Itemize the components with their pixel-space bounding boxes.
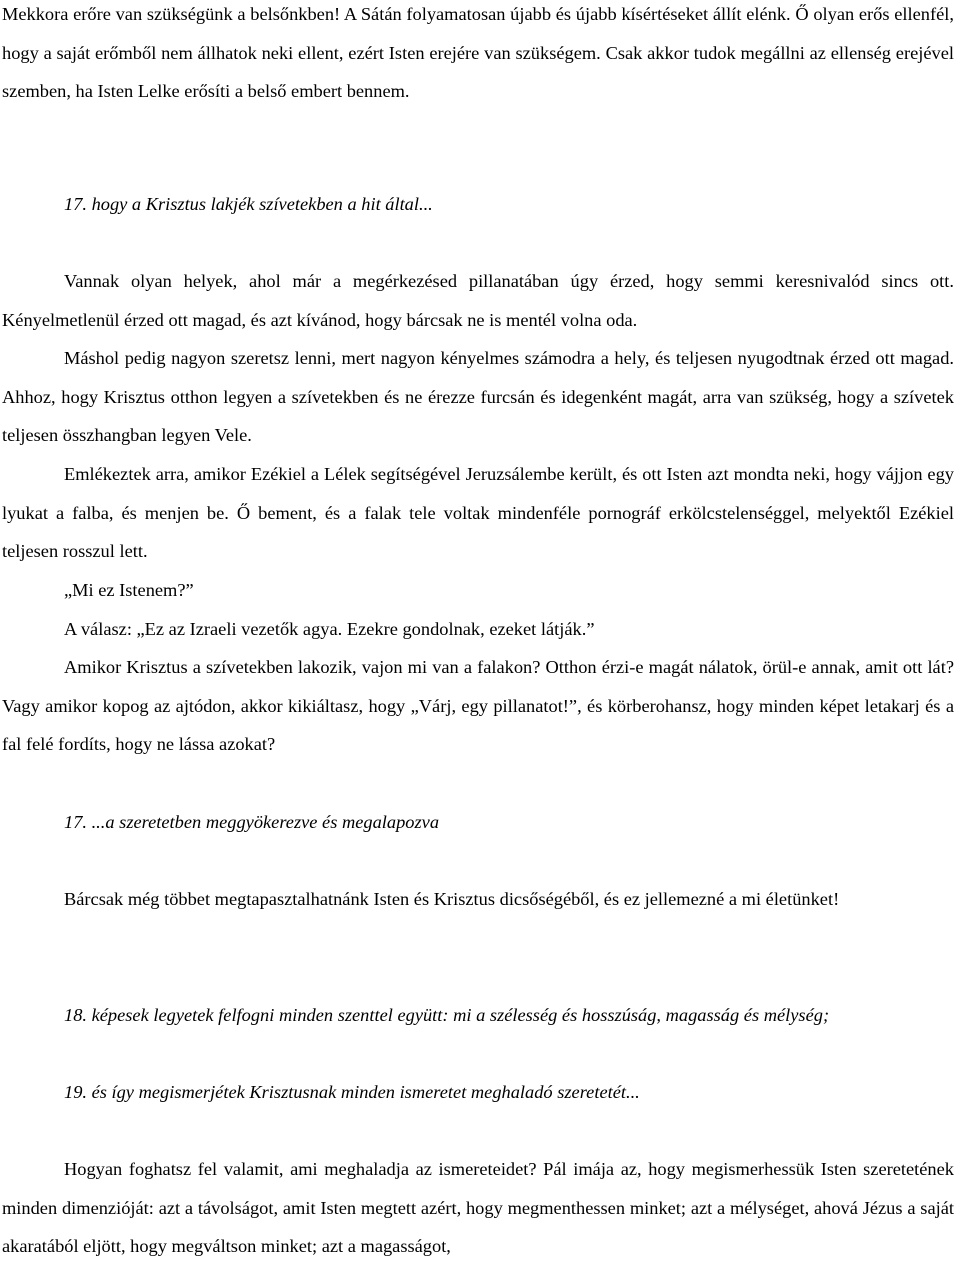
verse-18: 18. képesek legyetek felfogni minden szenttel együtt: mi a szélesség és hosszúság, magasság és mélység;	[64, 1005, 830, 1025]
question-line: „Mi ez Istenem?”	[64, 580, 194, 600]
verse-17-rooted-heading: 17. ...a szeretetben meggyökerezve és megalapozva	[64, 812, 440, 832]
verse-19: 19. és így megismerjétek Krisztusnak minden ismeretet meghaladó szeretetét...	[64, 1082, 640, 1102]
paragraph-glory: Bárcsak még többet megtapasztalhatnánk Isten és Krisztus dicsőségéből, és ez jellemezné a mi életünket!	[64, 889, 840, 909]
paragraph-walls: Amikor Krisztus a szívetekben lakozik, vajon mi van a falakon? Otthon érzi-e magát nálatok, örül-e annak, amit ott lát? Vagy amikor kopog az ajtódon, akkor kikiáltasz, hogy „Várj, egy pillanatot!”, és körberohansz, hogy minden képet letakarj és a fal felé fordíts, hogy ne lássa azokat?	[2, 657, 954, 755]
paragraph-ezekiel: Emlékeztek arra, amikor Ezékiel a Lélek segítségével Jeruzsálembe került, és ott Isten azt mondta neki, hogy vájjon egy lyukat a falba, és menjen be. Ő bement, és a falak tele voltak mindenféle pornográf erkölcstelenséggel, melyektől Ezékiel teljesen rosszul lett.	[2, 464, 954, 562]
answer-line: A válasz: „Ez az Izraeli vezetők agya. Ezekre gondolnak, ezeket látják.”	[64, 619, 595, 639]
paragraph-comfortable: Máshol pedig nagyon szeretsz lenni, mert nagyon kényelmes számodra a hely, és teljesen nyugodtnak érzed ott magad. Ahhoz, hogy Krisztus otthon legyen a szívetekben és ne érezze furcsán és idegenként magát, arra van szükség, hogy a szívetek teljesen összhangban legyen Vele.	[2, 348, 954, 446]
paragraph-dimensions: Hogyan foghatsz fel valamit, ami meghaladja az ismereteidet? Pál imája az, hogy megismerhessük Isten szeretetének minden dimenzióját: azt a távolságot, amit Isten megtett azért, hogy megmenthessen minket; azt a mélységet, ahová Jézus a saját akaratából eljött, hogy megváltson minket; azt a magasságot,	[2, 1159, 954, 1257]
paragraph-places: Vannak olyan helyek, ahol már a megérkezésed pillanatában úgy érzed, hogy semmi keresnivalód sincs ott. Kényelmetlenül érzed ott magad, és azt kívánod, hogy bárcsak ne is mentél volna oda.	[2, 271, 954, 330]
paragraph-strength: Mekkora erőre van szükségünk a belsőnkben! A Sátán folyamatosan újabb és újabb kísértéseket állít elénk. Ő olyan erős ellenfél, hogy a saját erőmből nem állhatok neki ellent, ezért Isten erejére van szükségem. Csak akkor tudok megállni az ellenség erejével szemben, ha Isten Lelke erősíti a belső embert bennem.	[2, 4, 954, 102]
verse-17-heading: 17. hogy a Krisztus lakjék szívetekben a hit által...	[64, 194, 433, 214]
